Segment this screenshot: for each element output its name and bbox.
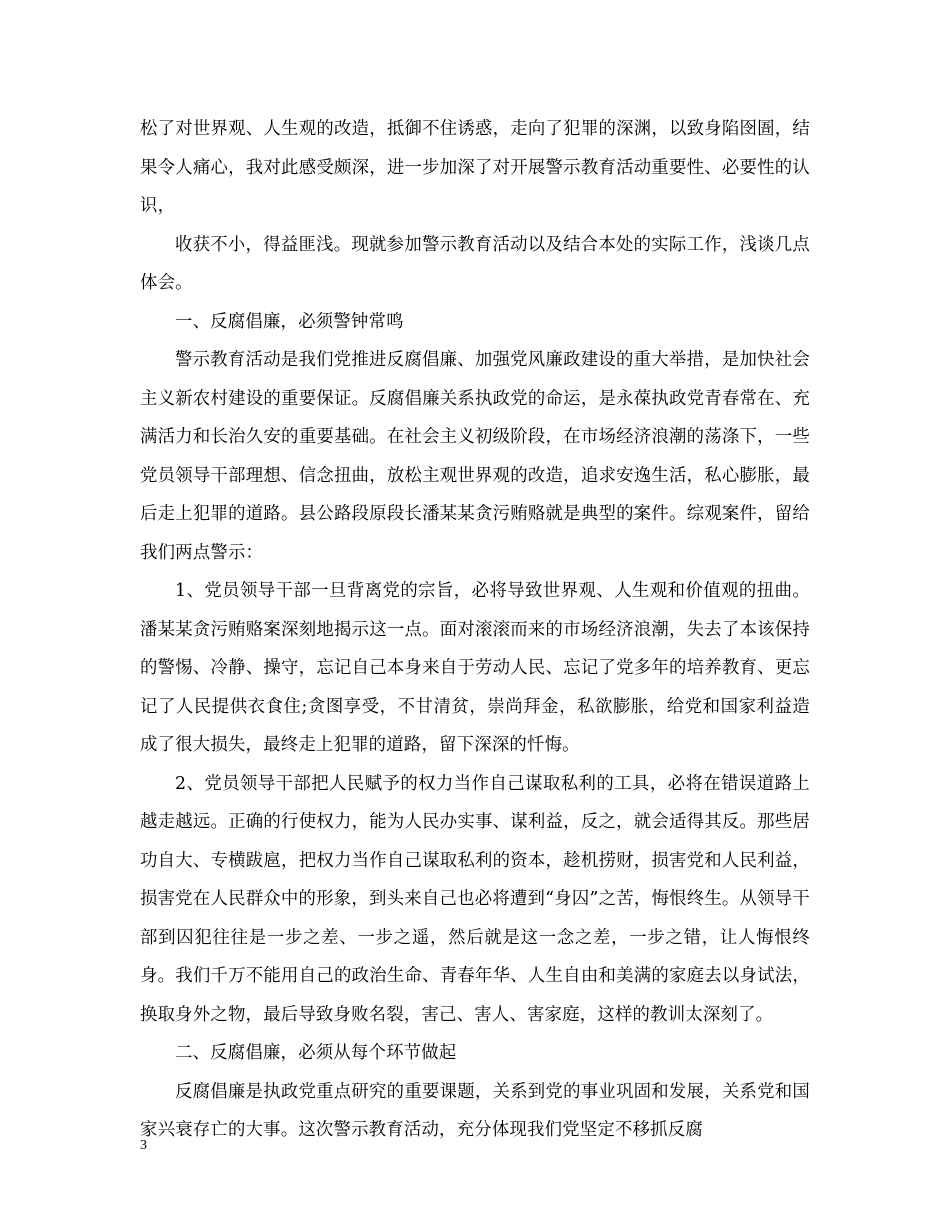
page-number: 3 [140, 1138, 147, 1153]
paragraph-anti-corruption: 反腐倡廉是执政党重点研究的重要课题，关系到党的事业巩固和发展，关系党和国家兴衰存亡的大事。这次警示教育活动，充分体现我们党坚定不移抓反腐 [140, 1081, 810, 1140]
paragraph-warning-education: 警示教育活动是我们党推进反腐倡廉、加强党风廉政建设的重大举措，是加快社会主义新农村建设的重要保证。反腐倡廉关系执政党的命运，是永葆执政党青春常在、充满活力和长治久安的重要基础。在社会主义初级阶段，在市场经济浪潮的荡涤下，一些党员领导干部理想、信念扭曲，放松主观世界观的改造，追求安逸生活，私心膨胀，最后走上犯罪的道路。县公路段原段长潘某某贪污贿赂就是典型的案件。综观案件，留给我们两点警示： [140, 350, 810, 563]
paragraph-point-2: 2、党员领导干部把人民赋予的权力当作自己谋取私利的工具，必将在错误道路上越走越远。正确的行使权力，能为人民办实事、谋利益，反之，就会适得其反。那些居功自大、专横跋扈，把权力当作自己谋取私利的资本，趁机捞财，损害党和人民利益，损害党在人民群众中的形象，到头来自己也必将遭到“身囚”之苦，悔恨终生。从领导干部到囚犯往往是一步之差、一步之遥，然后就是这一念之差，一步之错，让人悔恨终身。我们千万不能用自己的政治生命、青春年华、人生自由和美满的家庭去以身试法，换取身外之物，最后导致身败名裂，害己、害人、害家庭，这样的教训太深刻了。 [140, 773, 810, 1025]
paragraph-continuation: 松了对世界观、人生观的改造，抵御不住诱惑，走向了犯罪的深渊，以致身陷囹圄，结果令人痛心，我对此感受颇深，进一步加深了对开展警示教育活动重要性、必要性的认识， [140, 119, 810, 216]
section-heading-1: 一、反腐倡廉，必须警钟常鸣 [175, 311, 404, 332]
paragraph-point-1: 1、党员领导干部一旦背离党的宗旨，必将导致世界观、人生观和价值观的扭曲。潘某某贪污贿赂案深刻地揭示这一点。面对滚滚而来的市场经济浪潮，失去了本该保持的警惕、冷静、操守，忘记自己本身来自于劳动人民、忘记了党多年的培养教育、更忘记了人民提供衣食住;贪图享受，不甘清贫，崇尚拜金，私欲膨胀，给党和国家利益造成了很大损失，最终走上犯罪的道路，留下深深的忏悔。 [140, 581, 810, 755]
document-body [140, 110, 810, 1150]
paragraph-gains: 收获不小，得益匪浅。现就参加警示教育活动以及结合本处的实际工作，浅谈几点体会。 [140, 234, 810, 293]
section-heading-2: 二、反腐倡廉，必须从每个环节做起 [175, 1043, 457, 1063]
